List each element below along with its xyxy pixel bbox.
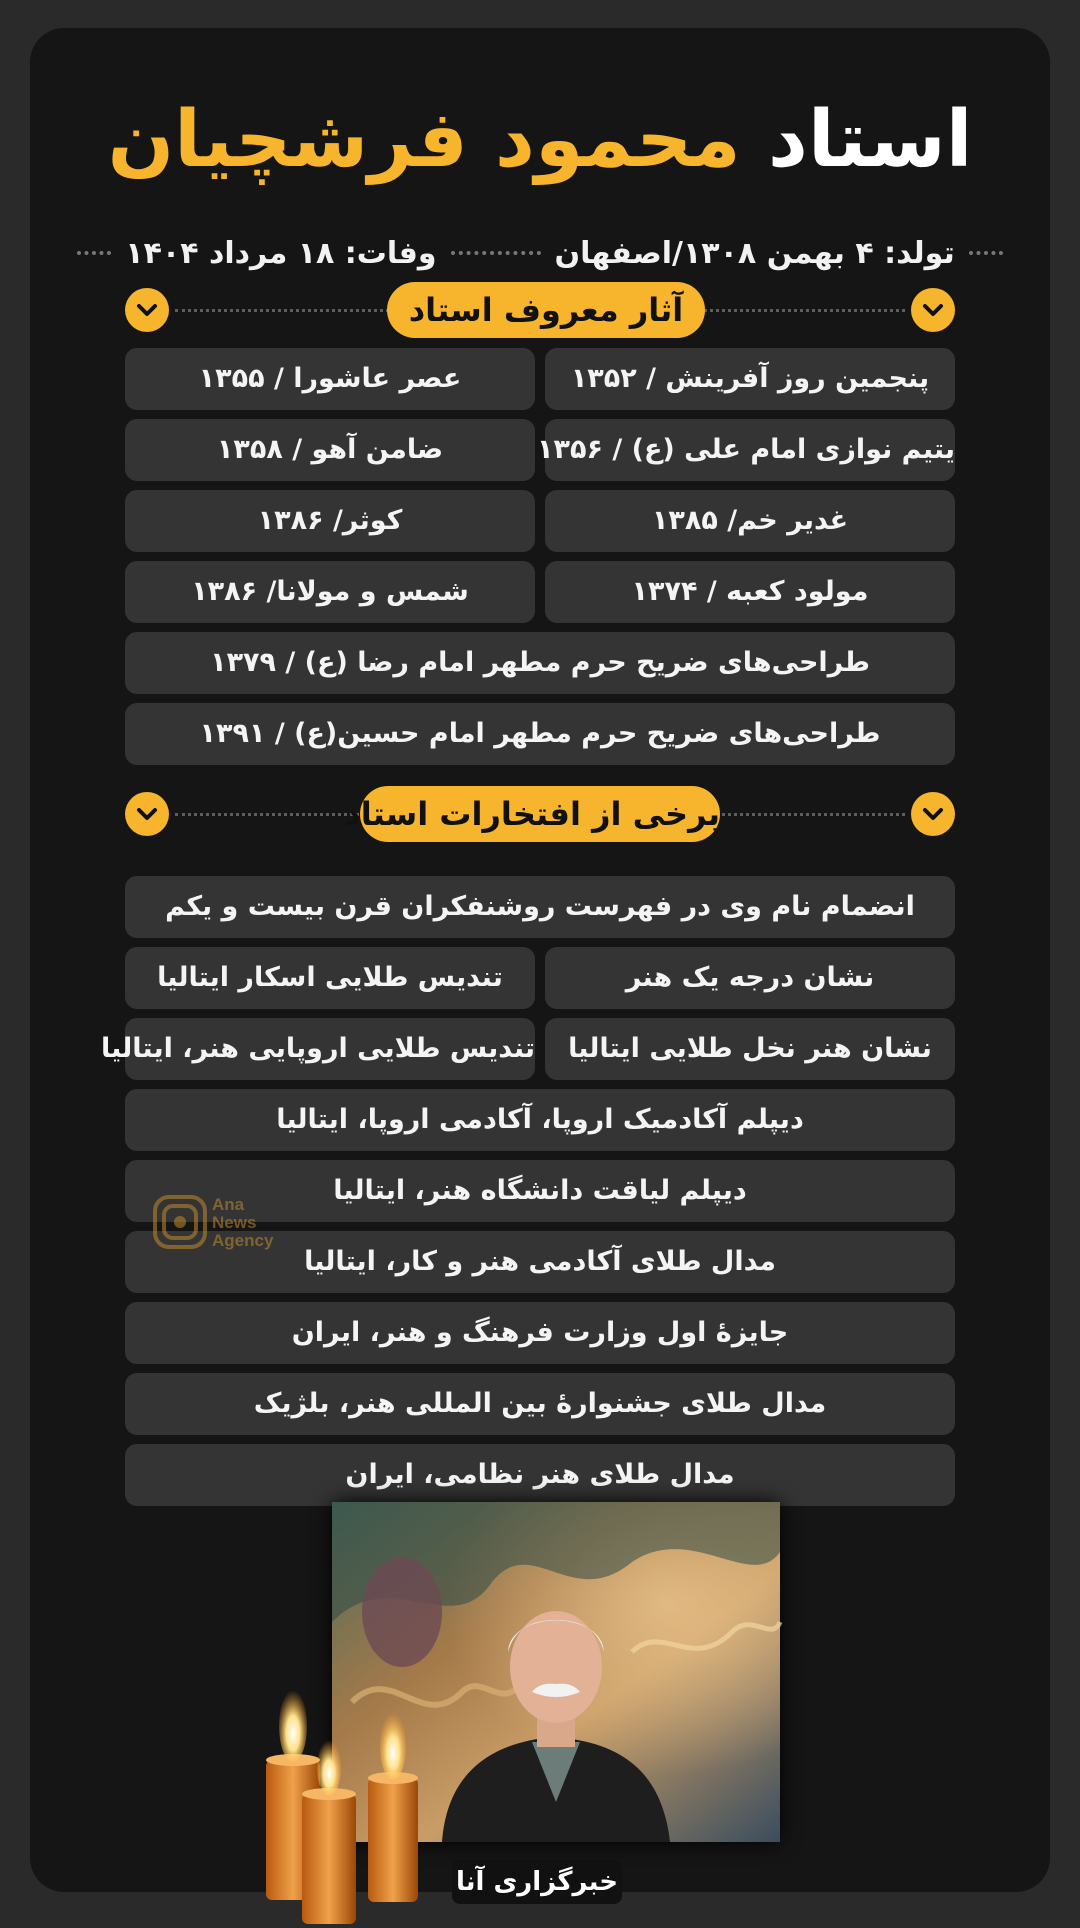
- birth-info: تولد: ۴ بهمن ۱۳۰۸/اصفهان: [554, 235, 955, 271]
- honors-title: برخی از افتخارات استاد: [360, 786, 720, 842]
- work-item: کوثر/ ۱۳۸۶: [125, 490, 535, 552]
- infographic-card: [30, 28, 1050, 1897]
- honor-item: تندیس طلایی اروپایی هنر، ایتالیا: [125, 1018, 535, 1080]
- dates-row: [30, 228, 1050, 278]
- chevron-down-icon: [125, 792, 169, 836]
- chevron-down-icon: [911, 288, 955, 332]
- honor-item: دیپلم آکادمیک اروپا، آکادمی اروپا، ایتالیا: [125, 1089, 955, 1151]
- work-item: مولود کعبه / ۱۳۷۴: [545, 561, 955, 623]
- chevron-down-icon: [911, 792, 955, 836]
- chevron-down-icon: [125, 288, 169, 332]
- brand-logo: خبرگزاری آنا: [452, 1860, 622, 1904]
- ana-watermark: [152, 1194, 352, 1254]
- title-part-1: استاد: [767, 95, 973, 185]
- honor-item: نشان درجه یک هنر: [545, 947, 955, 1009]
- work-item: شمس و مولانا/ ۱۳۸۶: [125, 561, 535, 623]
- work-item: عصر عاشورا / ۱۳۵۵: [125, 348, 535, 410]
- honor-item: نشان هنر نخل طلایی ایتالیا: [545, 1018, 955, 1080]
- work-item: یتیم نوازی امام علی (ع) / ۱۳۵۶: [545, 419, 955, 481]
- honor-item: مدال طلای آکادمی هنر و کار، ایتالیا: [125, 1231, 955, 1293]
- works-section-header: [125, 282, 955, 338]
- work-item: طراحی‌های ضریح حرم مطهر امام حسین(ع) / ۱۳۹۱: [125, 703, 955, 765]
- honor-item: جایزهٔ اول وزارت فرهنگ و هنر، ایران: [125, 1302, 955, 1364]
- watermark-text: [212, 1196, 332, 1250]
- honor-item: مدال طلای هنر نظامی، ایران: [125, 1444, 955, 1506]
- honor-item: انضمام نام وی در فهرست روشنفکران قرن بیست و یکم: [125, 876, 955, 938]
- page-title: [30, 80, 1050, 200]
- watermark-line: Agency: [212, 1231, 274, 1250]
- divider-dots: [969, 251, 1003, 255]
- ana-logo-icon: [152, 1194, 208, 1250]
- candle-icon: [262, 1668, 462, 1928]
- honor-item: تندیس طلایی اسکار ایتالیا: [125, 947, 535, 1009]
- watermark-line: News: [212, 1213, 257, 1232]
- watermark-line: Ana: [212, 1195, 245, 1214]
- work-item: طراحی‌های ضریح حرم مطهر امام رضا (ع) / ۱۳۷۹: [125, 632, 955, 694]
- title-part-2: محمود فرشچیان: [107, 95, 741, 185]
- death-info: وفات: ۱۸ مرداد ۱۴۰۴: [125, 235, 437, 271]
- divider-dots: [451, 251, 541, 255]
- work-item: ضامن آهو / ۱۳۵۸: [125, 419, 535, 481]
- work-item: غدیر خم/ ۱۳۸۵: [545, 490, 955, 552]
- works-title: آثار معروف استاد: [387, 282, 705, 338]
- divider-dots: [77, 251, 111, 255]
- work-item: پنجمین روز آفرینش / ۱۳۵۲: [545, 348, 955, 410]
- honor-item: دیپلم لیاقت دانشگاه هنر، ایتالیا: [125, 1160, 955, 1222]
- honors-section-header: [125, 786, 955, 842]
- honor-item: مدال طلای جشنوارهٔ بین المللی هنر، بلژیک: [125, 1373, 955, 1435]
